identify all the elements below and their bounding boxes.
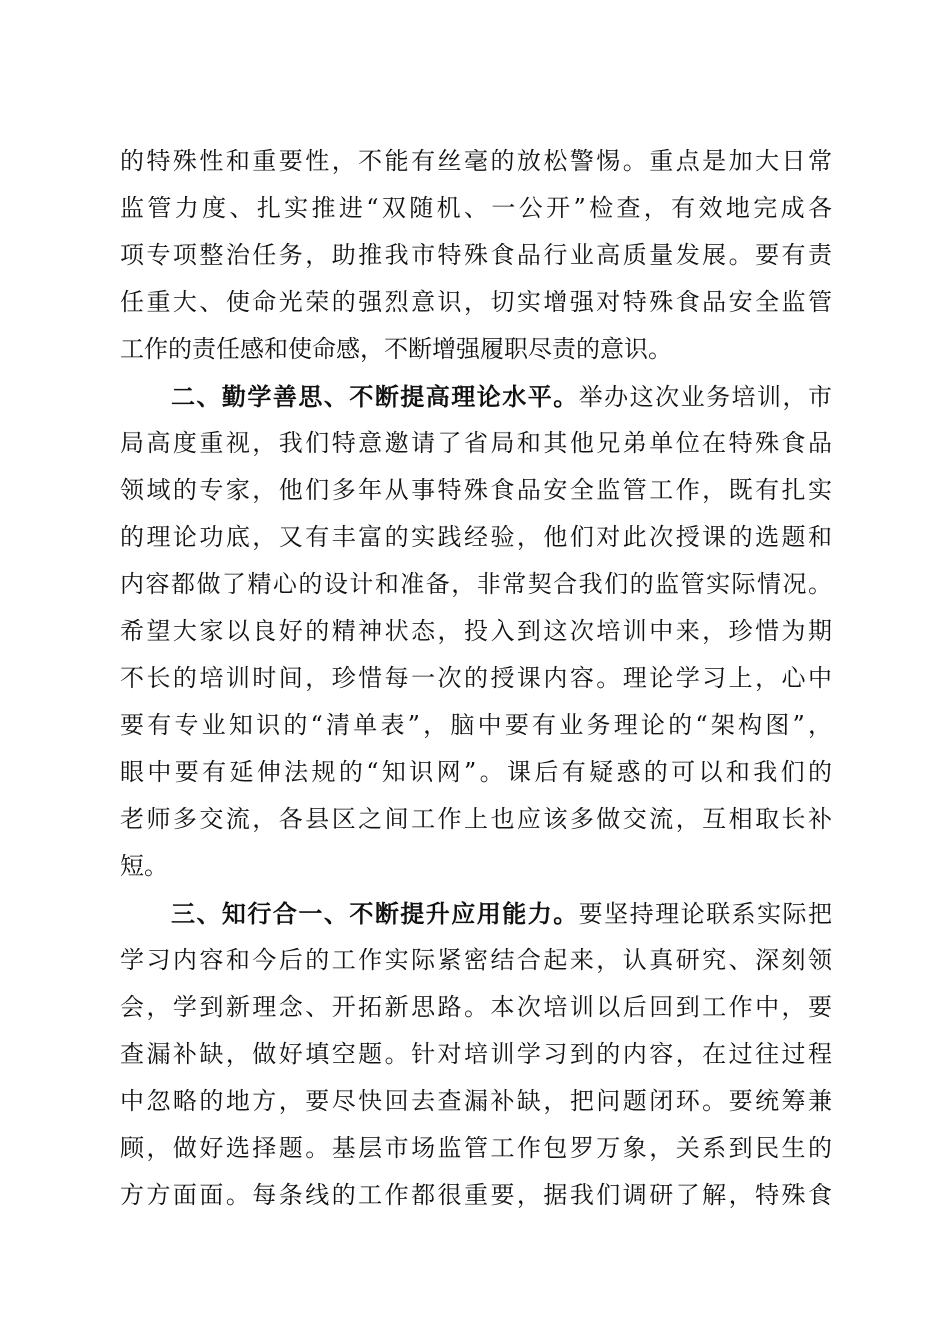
indent	[120, 900, 171, 928]
text-line: 会，学到新理念、开拓新思路。本次培训以后回到工作中，要	[120, 993, 832, 1021]
text-line: 局高度重视，我们特意邀请了省局和其他兄弟单位在特殊食品	[120, 429, 832, 457]
section-3-first-line	[120, 890, 832, 937]
text-line: 中忽略的地方，要尽快回去查漏补缺，把问题闭环。要统筹兼	[120, 1087, 832, 1115]
text-line: 的特殊性和重要性，不能有丝毫的放松警惕。重点是加大日常	[120, 147, 832, 175]
text-line: 不长的培训时间，珍惜每一次的授课内容。理论学习上，心中	[120, 664, 832, 692]
text-line: 短。	[120, 852, 168, 880]
section-2-lead-text: 举办这次业务培训，市	[578, 383, 832, 411]
section-3-lead-text: 要坚持理论联系实际把	[578, 900, 832, 928]
body-text	[120, 138, 832, 1219]
section-3-heading: 三、知行合一、不断提升应用能力。	[170, 899, 579, 928]
text-line: 内容都做了精心的设计和准备，非常契合我们的监管实际情况。	[120, 570, 832, 598]
text-line: 希望大家以良好的精神状态，投入到这次培训中来，珍惜为期	[120, 617, 832, 645]
text-line: 监管力度、扎实推进“双随机、一公开”检查，有效地完成各	[120, 194, 832, 222]
text-line: 眼中要有延伸法规的“知识网”。课后有疑惑的可以和我们的	[120, 758, 832, 786]
text-line: 工作的责任感和使命感，不断增强履职尽责的意识。	[120, 335, 672, 363]
text-line: 老师多交流，各县区之间工作上也应该多做交流，互相取长补	[120, 805, 832, 833]
text-line: 查漏补缺，做好填空题。针对培训学习到的内容，在过往过程	[120, 1040, 832, 1068]
text-line: 任重大、使命光荣的强烈意识，切实增强对特殊食品安全监管	[120, 288, 832, 316]
text-line: 方方面面。每条线的工作都很重要，据我们调研了解，特殊食	[120, 1181, 832, 1209]
text-line: 要有专业知识的“清单表”，脑中要有业务理论的“架构图”，	[120, 711, 832, 739]
section-2-first-line	[120, 373, 832, 420]
text-line: 学习内容和今后的工作实际紧密结合起来，认真研究、深刻领	[120, 946, 832, 974]
section-2-heading: 二、勤学善思、不断提高理论水平。	[170, 382, 579, 411]
text-line: 顾，做好选择题。基层市场监管工作包罗万象，关系到民生的	[120, 1134, 832, 1162]
text-line: 项专项整治任务，助推我市特殊食品行业高质量发展。要有责	[120, 241, 832, 269]
text-line: 的理论功底，又有丰富的实践经验，他们对此次授课的选题和	[120, 523, 832, 551]
indent	[120, 383, 171, 411]
text-line: 领域的专家，他们多年从事特殊食品安全监管工作，既有扎实	[120, 476, 832, 504]
